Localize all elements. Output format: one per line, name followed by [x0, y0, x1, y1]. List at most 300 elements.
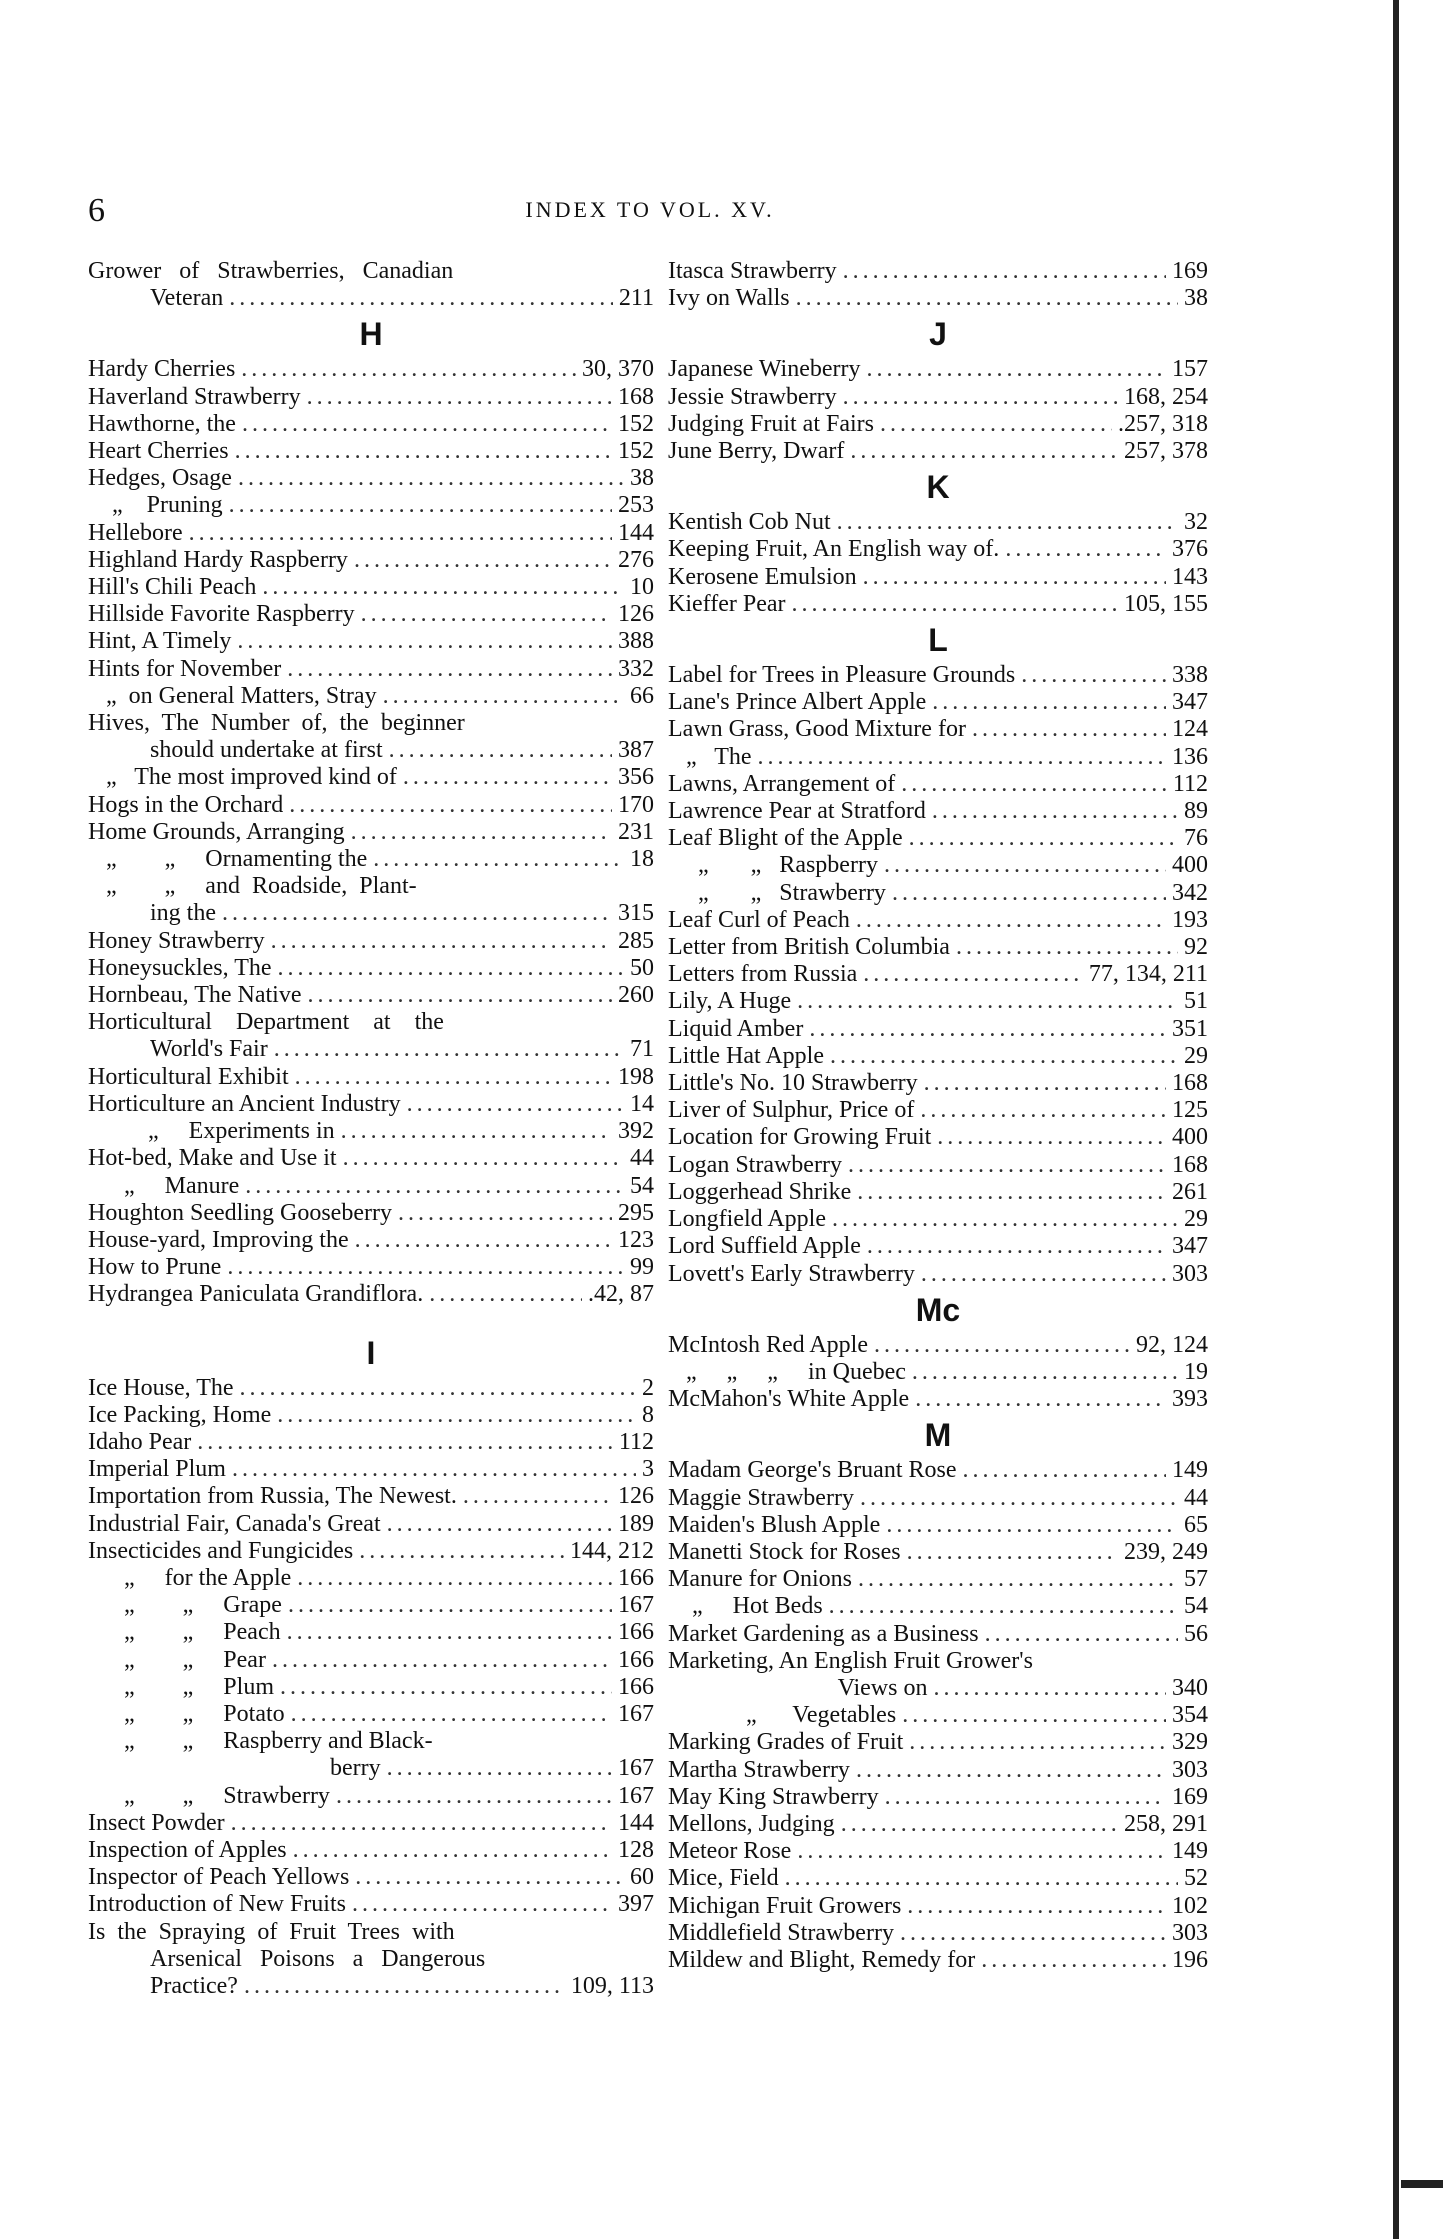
dot-leader	[785, 1865, 1178, 1892]
index-entry	[88, 982, 654, 1009]
entry-title: Little's No. 10 Strawberry	[668, 1070, 918, 1097]
entry-title: „ „ „ in Quebec	[668, 1358, 906, 1385]
entry-title: „ Hot Beds	[668, 1593, 823, 1620]
entry-pages: 231	[618, 818, 654, 845]
section-letter-heading: I	[366, 1334, 376, 1371]
dot-leader	[361, 601, 612, 628]
entry-title: Judging Fruit at Fairs	[668, 410, 875, 437]
entry-title: Hints for November	[88, 655, 282, 682]
entry-title: Is the Spraying of Fruit Trees with	[88, 1918, 455, 1945]
entry-pages: 166	[618, 1619, 654, 1646]
entry-pages: 152	[618, 438, 654, 465]
dot-leader	[837, 509, 1178, 536]
entry-pages: 29	[1184, 1042, 1208, 1069]
entry-pages: 189	[618, 1510, 654, 1537]
entry-pages: 102	[1172, 1892, 1208, 1919]
entry-title: Madam George's Bruant Rose	[668, 1457, 957, 1484]
index-entry	[88, 574, 654, 601]
entry-pages: 329	[1172, 1729, 1208, 1756]
dot-leader	[231, 1810, 612, 1837]
entry-pages: 168, 254	[1124, 383, 1208, 410]
entry-title: Veteran	[150, 285, 224, 312]
index-entry	[668, 591, 1208, 618]
entry-pages: 392	[618, 1118, 654, 1145]
entry-pages: 193	[1172, 906, 1208, 933]
entry-title: Ice Packing, Home	[88, 1401, 272, 1428]
entry-pages: 57	[1184, 1566, 1208, 1593]
index-entry	[88, 928, 654, 955]
running-title: INDEX TO VOL. XV.	[525, 197, 775, 222]
index-entry	[88, 1701, 654, 1728]
entry-title: „ „ Plum	[88, 1673, 274, 1700]
index-column-right	[668, 258, 1208, 1974]
entry-title: Hill's Chili Peach	[88, 574, 257, 601]
entry-pages: 143	[1172, 563, 1208, 590]
index-entry	[668, 716, 1208, 743]
entry-title: Hydrangea Paniculata Grandiflora.	[88, 1281, 424, 1308]
entry-title: Inspection of Apples	[88, 1836, 287, 1863]
page-number: 6	[88, 192, 105, 229]
dot-leader	[963, 1457, 1167, 1484]
dot-leader	[398, 1200, 612, 1227]
entry-title: Letter from British Columbia	[668, 934, 950, 961]
entry-title: Practice?	[150, 1972, 238, 1999]
dot-leader	[287, 656, 612, 683]
entry-title: Itasca Strawberry	[668, 258, 837, 284]
index-entry	[88, 1511, 654, 1538]
entry-pages: 99	[630, 1254, 654, 1281]
index-entry	[88, 258, 654, 285]
entry-pages: 149	[1172, 1457, 1208, 1484]
index-entry	[668, 961, 1208, 988]
entry-title: Martha Strawberry	[668, 1756, 850, 1783]
dot-leader	[921, 1261, 1166, 1288]
index-entry	[88, 1647, 654, 1674]
entry-title: „ Manure	[88, 1172, 240, 1199]
entry-pages: 10	[630, 574, 654, 601]
index-entry	[88, 1254, 654, 1281]
index-entry	[88, 465, 654, 492]
index-entry	[88, 1728, 654, 1755]
dot-leader	[293, 1837, 612, 1864]
section-letter-heading: K	[926, 469, 950, 506]
entry-pages: 397	[618, 1891, 654, 1918]
entry-title: „ Pruning	[88, 492, 223, 519]
index-entry	[88, 1919, 654, 1946]
dot-leader	[848, 1152, 1166, 1179]
dot-leader	[242, 411, 612, 438]
index-entry	[88, 846, 654, 873]
entry-pages: 19	[1184, 1358, 1208, 1385]
entry-title: How to Prune	[88, 1254, 222, 1281]
entry-pages: 3	[642, 1456, 654, 1483]
dot-leader	[937, 1124, 1166, 1151]
entry-pages: 157	[1172, 356, 1208, 383]
dot-leader	[352, 1891, 612, 1918]
entry-title: Lane's Prince Albert Apple	[668, 689, 927, 716]
entry-title: Hives, The Number of, the beginner	[88, 710, 465, 737]
entry-pages: 112	[1172, 770, 1208, 797]
index-entry	[88, 628, 654, 655]
dot-leader	[240, 1375, 637, 1402]
dot-leader	[343, 1145, 624, 1172]
index-entry	[668, 1152, 1208, 1179]
entry-title: „ The	[668, 743, 752, 770]
entry-title: Haverland Strawberry	[88, 383, 301, 410]
section-letter-heading: J	[929, 316, 947, 353]
entry-pages: 89	[1184, 798, 1208, 825]
entry-title: Liver of Sulphur, Price of	[668, 1097, 915, 1124]
entry-title: „ „ Raspberry and Black-	[88, 1728, 433, 1755]
entry-pages: 315	[618, 900, 654, 927]
entry-title: Japanese Wineberry	[668, 356, 861, 383]
entry-pages: 260	[618, 982, 654, 1009]
entry-title: Ice House, The	[88, 1374, 234, 1401]
entry-pages: 239, 249	[1124, 1538, 1208, 1565]
dot-leader	[227, 1254, 624, 1281]
entry-pages: 32	[1184, 509, 1208, 536]
entry-pages: 342	[1172, 879, 1208, 906]
entry-pages: 303	[1172, 1756, 1208, 1783]
index-entry	[88, 547, 654, 574]
dot-leader	[295, 1064, 612, 1091]
entry-title: Hornbeau, The Native	[88, 982, 302, 1009]
entry-title: Little Hat Apple	[668, 1042, 824, 1069]
index-entry	[668, 934, 1208, 961]
dot-leader	[856, 1757, 1166, 1784]
entry-title: Horticultural Department at the	[88, 1009, 444, 1036]
index-entry	[668, 1070, 1208, 1097]
index-entry	[88, 1375, 654, 1402]
entry-title: „ „ Strawberry	[88, 1782, 330, 1809]
entry-pages: 166	[618, 1564, 654, 1591]
dot-leader	[229, 492, 612, 519]
entry-title: Horticulture an Ancient Industry	[88, 1090, 401, 1117]
entry-title: berry	[150, 1755, 381, 1782]
dot-leader	[274, 1036, 624, 1063]
entry-title: „ Vegetables	[668, 1702, 897, 1729]
dot-leader	[389, 737, 612, 764]
entry-title: Kerosene Emulsion	[668, 563, 857, 590]
entry-pages: 376	[1172, 536, 1208, 563]
index-entry-continuation	[88, 1973, 654, 2000]
dot-leader	[278, 955, 624, 982]
index-entry	[88, 683, 654, 710]
dot-leader	[924, 1070, 1166, 1097]
index-entry	[88, 955, 654, 982]
dot-leader	[307, 384, 612, 411]
dot-leader	[874, 1332, 1130, 1359]
entry-title: Heart Cherries	[88, 438, 229, 465]
entry-title: Lawrence Pear at Stratford	[668, 798, 926, 825]
index-entry	[668, 689, 1208, 716]
entry-title: „ „ Strawberry	[668, 879, 886, 906]
entry-pages: 253	[618, 492, 654, 519]
dot-leader	[238, 465, 624, 492]
index-entry	[88, 1429, 654, 1456]
entry-pages: 258, 291	[1124, 1810, 1208, 1837]
index-entry	[668, 1359, 1208, 1386]
index-entry	[668, 1893, 1208, 1920]
dot-leader	[1005, 536, 1166, 563]
index-entry-continuation	[668, 1675, 1208, 1702]
index-entry	[88, 1281, 654, 1308]
dot-leader	[850, 438, 1118, 465]
entry-title: Insecticides and Fungicides	[88, 1537, 354, 1564]
index-entry	[88, 710, 654, 737]
index-entry	[88, 411, 654, 438]
entry-pages: 71	[630, 1036, 654, 1063]
dot-leader	[373, 846, 624, 873]
index-entry	[88, 1009, 654, 1036]
dot-leader	[856, 907, 1166, 934]
entry-title: „ Experiments in	[88, 1118, 335, 1145]
entry-pages: 303	[1172, 1919, 1208, 1946]
entry-title: Grower of Strawberries, Canadian	[88, 258, 454, 284]
index-entry	[668, 1097, 1208, 1124]
index-entry	[88, 438, 654, 465]
dot-leader	[1021, 662, 1166, 689]
dot-leader	[902, 1702, 1166, 1729]
dot-leader	[892, 880, 1166, 907]
index-entry	[668, 1648, 1208, 1675]
index-entry	[88, 1674, 654, 1701]
margin-rule-foot	[1401, 2180, 1443, 2188]
entry-title: Home Grounds, Arranging	[88, 818, 345, 845]
entry-pages: 109, 113	[570, 1972, 654, 1999]
dot-leader	[235, 438, 612, 465]
dot-leader	[981, 1947, 1166, 1974]
dot-leader	[956, 934, 1178, 961]
entry-title: Mellons, Judging	[668, 1810, 835, 1837]
entry-title: Letters from Russia	[668, 961, 858, 988]
index-entry	[668, 1457, 1208, 1484]
entry-pages: 168	[1172, 1151, 1208, 1178]
entry-title: Jessie Strawberry	[668, 383, 837, 410]
index-entry	[668, 852, 1208, 879]
dot-leader	[829, 1593, 1178, 1620]
index-entry	[88, 1227, 654, 1254]
entry-title: Logan Strawberry	[668, 1151, 842, 1178]
index-entry	[668, 1729, 1208, 1756]
entry-title: Highland Hardy Raspberry	[88, 546, 348, 573]
entry-title: Views on	[730, 1674, 928, 1701]
entry-pages: 169	[1172, 258, 1208, 284]
index-entry-continuation	[88, 900, 654, 927]
index-entry	[88, 520, 654, 547]
entry-pages: 123	[618, 1226, 654, 1253]
dot-leader	[843, 258, 1166, 285]
index-entry	[88, 1145, 654, 1172]
dot-leader	[900, 1920, 1166, 1947]
entry-pages: 170	[618, 791, 654, 818]
index-entry	[668, 744, 1208, 771]
entry-title: Inspector of Peach Yellows	[88, 1864, 350, 1891]
entry-title: Leaf Blight of the Apple	[668, 825, 903, 852]
entry-title: Liquid Amber	[668, 1015, 804, 1042]
entry-title: Lovett's Early Strawberry	[668, 1260, 915, 1287]
entry-title: May King Strawberry	[668, 1783, 879, 1810]
entry-pages: 144, 212	[570, 1537, 654, 1564]
entry-pages: 136	[1172, 743, 1208, 770]
entry-pages: 60	[630, 1864, 654, 1891]
index-entry	[668, 1702, 1208, 1729]
entry-title: Hawthorne, the	[88, 410, 236, 437]
entry-title: „ for the Apple	[88, 1564, 292, 1591]
entry-title: Keeping Fruit, An English way of.	[668, 536, 1000, 563]
dot-leader	[915, 1386, 1166, 1413]
entry-title: Imperial Plum	[88, 1456, 226, 1483]
entry-title: Ivy on Walls	[668, 285, 790, 312]
entry-title: „ „ Pear	[88, 1646, 266, 1673]
entry-title: Honey Strawberry	[88, 927, 265, 954]
section-letter-heading: Mc	[915, 1291, 961, 1328]
entry-title: should undertake at first	[150, 737, 383, 764]
entry-title: Location for Growing Fruit	[668, 1124, 932, 1151]
dot-leader	[909, 1729, 1166, 1756]
dot-leader	[351, 819, 612, 846]
index-entry	[668, 1920, 1208, 1947]
index-entry	[668, 1566, 1208, 1593]
index-entry	[88, 873, 654, 900]
entry-title: Arsenical Poisons a Dangerous	[150, 1945, 486, 1972]
dot-leader	[863, 961, 1083, 988]
entry-title: Manetti Stock for Roses	[668, 1538, 901, 1565]
entry-pages: 152	[618, 410, 654, 437]
entry-title: Houghton Seedling Gooseberry	[88, 1199, 392, 1226]
entry-title: Insect Powder	[88, 1809, 225, 1836]
index-entry	[668, 384, 1208, 411]
entry-pages: 54	[1184, 1593, 1208, 1620]
entry-pages: 347	[1172, 689, 1208, 716]
dot-leader	[912, 1359, 1178, 1386]
entry-pages: 38	[1184, 285, 1208, 312]
entry-title: Maggie Strawberry	[668, 1484, 854, 1511]
entry-title: Longfield Apple	[668, 1206, 826, 1233]
index-entry	[88, 1064, 654, 1091]
index-entry	[88, 1483, 654, 1510]
index-entry	[668, 1811, 1208, 1838]
entry-pages: 276	[618, 546, 654, 573]
entry-pages: 332	[618, 655, 654, 682]
dot-leader	[841, 1811, 1118, 1838]
entry-pages: 338	[1172, 662, 1208, 689]
entry-title: „ „ Raspberry	[668, 852, 878, 879]
index-entry	[668, 1043, 1208, 1070]
entry-pages: 400	[1172, 1124, 1208, 1151]
dot-leader	[858, 1566, 1178, 1593]
dot-leader	[403, 764, 612, 791]
index-entry	[88, 1538, 654, 1565]
index-entry	[88, 601, 654, 628]
entry-pages: 387	[618, 737, 654, 764]
index-entry	[668, 825, 1208, 852]
dot-leader	[972, 716, 1166, 743]
index-entry	[668, 1512, 1208, 1539]
index-entry	[88, 492, 654, 519]
entry-pages: 351	[1172, 1015, 1208, 1042]
index-entry	[668, 880, 1208, 907]
entry-pages: 38	[630, 465, 654, 492]
entry-title: World's Fair	[150, 1036, 268, 1063]
index-entry	[668, 411, 1208, 438]
dot-leader	[797, 1838, 1166, 1865]
entry-title: House-yard, Improving the	[88, 1226, 349, 1253]
entry-title: ing the	[150, 900, 216, 927]
index-entry	[88, 1810, 654, 1837]
index-entry	[668, 1784, 1208, 1811]
index-entry	[668, 1838, 1208, 1865]
index-entry	[88, 1118, 654, 1145]
index-entry	[668, 438, 1208, 465]
dot-leader	[809, 1016, 1166, 1043]
entry-title: Lord Suffield Apple	[668, 1233, 861, 1260]
index-entry	[88, 1091, 654, 1118]
index-entry	[668, 662, 1208, 689]
entry-pages: 149	[1172, 1838, 1208, 1865]
dot-leader	[907, 1893, 1166, 1920]
dot-leader	[884, 852, 1166, 879]
index-entry-continuation	[88, 1755, 654, 1782]
entry-pages: 168	[618, 383, 654, 410]
entry-pages: 14	[630, 1090, 654, 1117]
entry-title: „ „ Potato	[88, 1700, 285, 1727]
entry-title: Mildew and Blight, Remedy for	[668, 1946, 976, 1973]
entry-pages: 52	[1184, 1865, 1208, 1892]
dot-leader	[932, 689, 1166, 716]
entry-title: Meteor Rose	[668, 1838, 792, 1865]
entry-title: Hardy Cherries	[88, 356, 236, 383]
entry-title: McIntosh Red Apple	[668, 1331, 868, 1358]
entry-title: Idaho Pear	[88, 1428, 192, 1455]
entry-pages: 76	[1184, 825, 1208, 852]
dot-leader	[429, 1281, 582, 1308]
index-entry	[668, 258, 1208, 285]
index-entry	[88, 819, 654, 846]
dot-leader	[359, 1538, 564, 1565]
index-entry	[668, 536, 1208, 563]
dot-leader	[932, 798, 1178, 825]
entry-pages: 124	[1172, 716, 1208, 743]
entry-title: „ The most improved kind of	[88, 764, 397, 791]
dot-leader	[291, 1701, 612, 1728]
index-entry	[668, 907, 1208, 934]
dot-leader	[383, 683, 624, 710]
entry-pages: 92	[1184, 934, 1208, 961]
entry-title: Introduction of New Fruits	[88, 1891, 346, 1918]
index-entry	[668, 1233, 1208, 1260]
entry-pages: 167	[618, 1755, 654, 1782]
entry-pages: 144	[618, 1809, 654, 1836]
entry-pages: 126	[618, 1483, 654, 1510]
index-entry	[668, 1621, 1208, 1648]
entry-title: Hogs in the Orchard	[88, 791, 284, 818]
entry-title: McMahon's White Apple	[668, 1386, 910, 1413]
dot-leader	[907, 1539, 1118, 1566]
entry-title: Horticultural Exhibit	[88, 1063, 289, 1090]
entry-title: Kieffer Pear	[668, 590, 786, 617]
entry-title: Market Gardening as a Business	[668, 1620, 979, 1647]
entry-title: „ on General Matters, Stray	[88, 682, 377, 709]
index-entry	[668, 564, 1208, 591]
entry-pages: 295	[618, 1199, 654, 1226]
index-entry	[668, 1593, 1208, 1620]
entry-pages: 92, 124	[1136, 1331, 1208, 1358]
dot-leader	[886, 1512, 1178, 1539]
entry-pages: 144	[618, 519, 654, 546]
dot-leader	[289, 792, 612, 819]
dot-leader	[197, 1429, 613, 1456]
